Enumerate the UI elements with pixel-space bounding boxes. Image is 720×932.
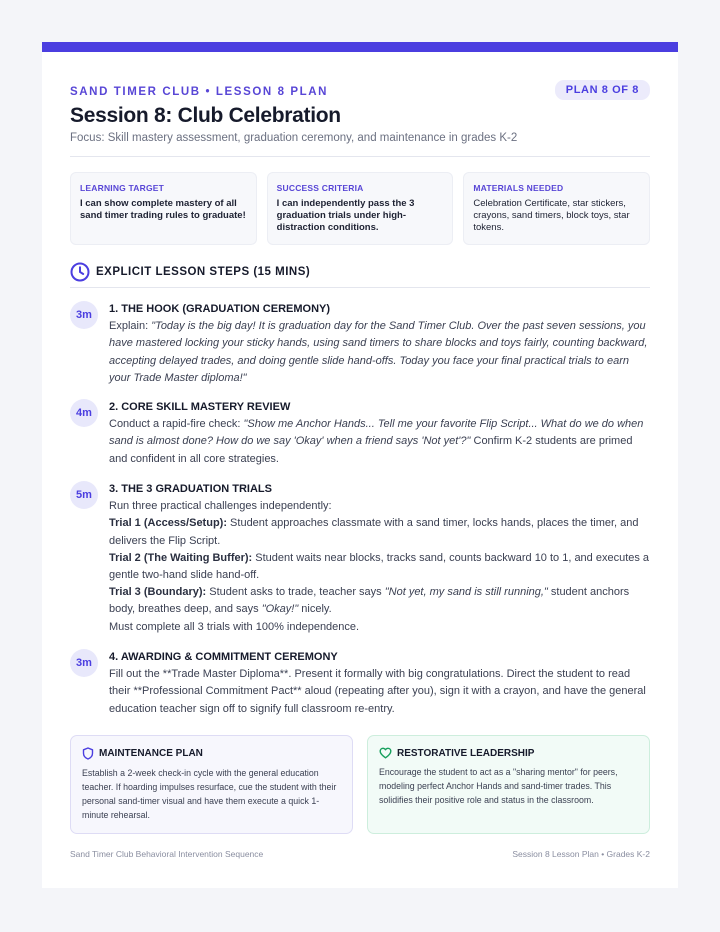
step-text: Fill out the **Trade Master Diploma**. Present it formally with big congratulations. Direct the student to read their **Professional Commitment Pact** aloud (repeating after you), sign it with a crayon, and have the general education teacher sign off to signify full classroom re-entry. [109,668,646,715]
trial-1: Trial 1 (Access/Setup): Student approaches classmate with a sand timer, locks hands, places the timer, and delivers the Flip Script. [109,517,639,547]
maintenance-plan-box [70,735,353,834]
bottom-panels [70,735,650,834]
step-title: 4. AWARDING & COMMITMENT CEREMONY [109,651,338,663]
clock-icon [70,262,90,282]
divider [70,287,650,288]
step-title: 3. THE 3 GRADUATION TRIALS [109,483,272,495]
step-text: Conduct a rapid-fire check: "Show me Anchor Hands... Tell me your favorite Flip Script... What do we do when sand is almost done? How do we say 'Okay' when a friend says 'Not yet'?" Confirm K-2 students are primed and confident in all core strategies. [109,418,644,465]
materials-card [463,172,650,245]
card-heading: SUCCESS CRITERIA [276,183,364,193]
box-heading: RESTORATIVE LEADERSHIP [397,747,535,759]
time-pill: 4m [70,399,98,427]
trial-2: Trial 2 (The Waiting Buffer): Student waits near blocks, tracks sand, counts backward 10 to 1, and executes a gentle two-hand slide hand-off. [109,551,650,582]
step-title: 1. THE HOOK (GRADUATION CEREMONY) [109,303,331,315]
card-heading: LEARNING TARGET [80,183,165,193]
time-pill: 5m [70,481,98,509]
time-pill: 3m [70,649,98,677]
footer-right: Session 8 Lesson Plan • Grades K-2 [512,849,650,859]
plan-badge: PLAN 8 OF 8 [555,80,650,100]
step-closing: Must complete all 3 trials with 100% independence. [109,620,360,633]
footer [70,849,650,859]
page-title: Session 8: Club Celebration [70,104,341,127]
card-body: I can show complete mastery of all sand timer trading rules to graduate! [80,198,246,221]
restorative-leadership-box [367,735,650,834]
step-1 [70,301,650,387]
success-criteria-card [267,172,454,245]
steps-heading-text: EXPLICIT LESSON STEPS (15 MINS) [96,266,311,278]
card-body: Celebration Certificate, star stickers, crayons, sand timers, block toys, star tokens. [473,198,630,233]
focus-text: Focus: Skill mastery assessment, graduation ceremony, and maintenance in grades K-2 [70,132,518,144]
shield-icon [82,747,94,760]
box-heading: MAINTENANCE PLAN [99,748,203,759]
time-pill: 3m [70,301,98,329]
lesson-plan-page [42,42,678,888]
footer-left: Sand Timer Club Behavioral Intervention Sequence [70,849,264,859]
trial-3: Trial 3 (Boundary): Student asks to trade, teacher says "Not yet, my sand is still running," student anchors body, breathes deep, and says "Okay!" nicely. [109,586,630,616]
box-body: Encourage the student to act as a "sharing mentor" for peers, modeling perfect Anchor Hands and sand-timer trades. This solidifies their positive role and status in the classroom. [379,767,618,805]
steps-heading [70,262,310,282]
step-title: 2. CORE SKILL MASTERY REVIEW [109,401,291,413]
step-2 [70,399,650,468]
step-text: Explain: "Today is the big day! It is graduation day for the Sand Timer Club. Over the past seven sessions, you have mastered locking your sticky hands, using sand timers to share blocks and toys fairly, counting backward, accepting delayed trades, and doing gentle slide hand-offs. Today you face your final practical trials to earn your Trade Master diploma!" [109,320,648,384]
divider [70,156,650,157]
heart-icon [379,747,392,759]
box-body: Establish a 2-week check-in cycle with the general education teacher. If hoarding impulses resurface, cue the student with their personal sand-timer visual and have them execute a quick 1-minute rehearsal. [82,768,337,820]
card-heading: MATERIALS NEEDED [473,183,564,193]
step-3 [70,481,650,636]
step-4 [70,649,650,718]
card-body: I can independently pass the 3 graduation trials under high-distraction conditions. [276,198,415,233]
learning-target-card [70,172,257,245]
objective-cards [70,172,650,245]
eyebrow-label: SAND TIMER CLUB • LESSON 8 PLAN [70,86,329,98]
top-accent-bar [42,42,678,52]
step-intro: Run three practical challenges independently: [109,500,332,513]
